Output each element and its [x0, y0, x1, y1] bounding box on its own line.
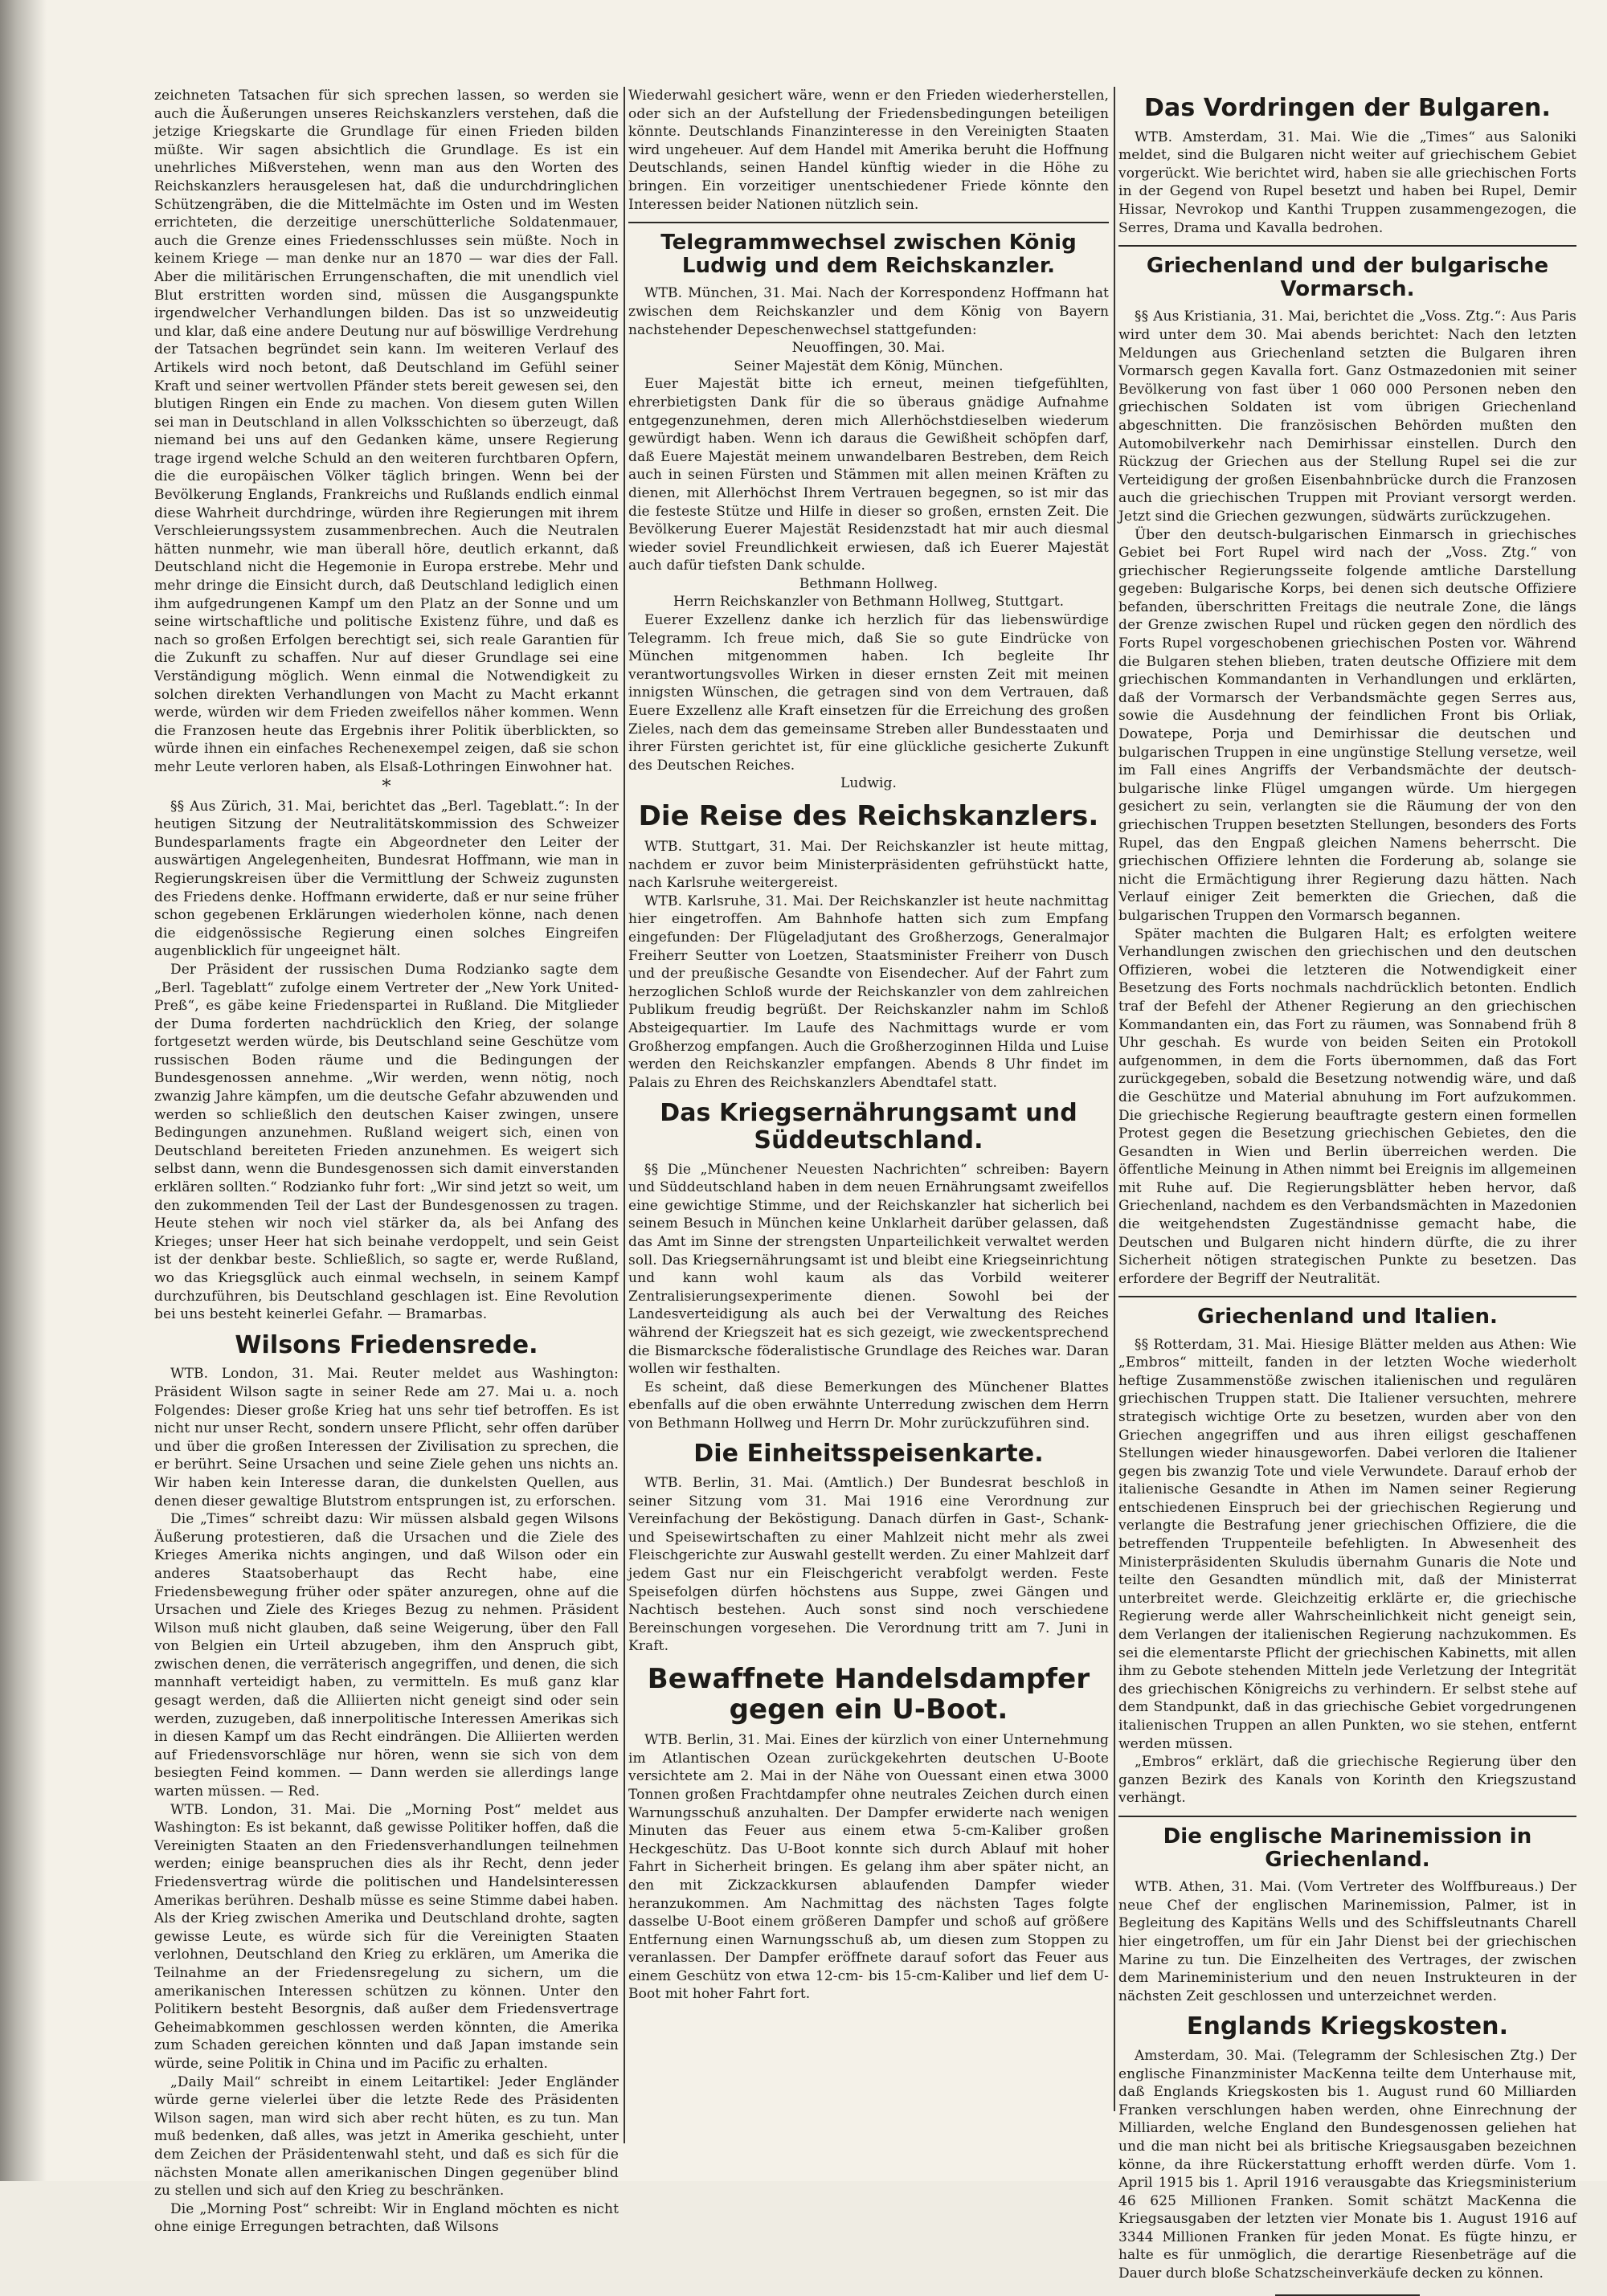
section-star-separator: * — [382, 776, 391, 797]
vormarsch-paragraph-3: Später machten die Bulgaren Halt; es erfolgten weitere Verhandlungen zwischen den griechischen und den deutschen Offizieren, wobei die letzteren die Notwendigkeit einer Besetzung des Forts nochmals nachdrücklich betonten. Endlich traf der Befehl der Athener Regierung an den griechischen Kommandanten ein, das Fort zu räumen, was Sonnabend früh 8 Uhr geschah. Es wurde von beiden Seiten ein Protokoll aufgenommen, in dem die Forts übernommen, daß das Fort zurückgegeben, sobald die Besetzung notwendig wäre, und daß die Geschütze und Material abnuhung im Fort aufzukommen. Die griechische Regierung beauftragte gestern einen formellen Protest gegen die Besetzung griechischen Gebietes, den die Gesandten in Wien und Berlin überreichen werden. Die öffentliche Meinung in Athen nimmt bei Ereignis im allgemeinen mit Ruhe auf. Die Regierungsblätter heben hervor, daß Griechenland, nachdem es den Verbandsmächten in Mazedonien die weitgehendsten Zugeständnisse gemacht habe, die Deutschen und Bulgaren nicht hindern dürfte, die zu ihrer Sicherheit nötigen strategischen Punkte zu besetzen. Das erfordere der Begriff der Neutralität. — [1118, 925, 1576, 1287]
end-rule — [1275, 2294, 1420, 2296]
dampfer-paragraph-1: WTB. Berlin, 31. Mai. Eines der kürzlich von einer Unternehmung im Atlantischen Ozean zurückgekehrten deutschen U-Boote versichtete am 2. Mai in der Nähe von Ouessant einen etwa 3000 Tonnen großen Frachtdampfer ohne neutrales Zeichen durch einen Warnungsschuß anzuhalten. Der Dampfer erwiderte nach wenigen Minuten das Feuer aus einem etwa 5-cm-Kaliber großen Heckgeschütz. Das U-Boot konnte sich durch Ablauf mit hoher Fahrt in Sicherheit bringen. Es gelang ihm aber später nicht, an den mit Zickzackkursen ablaufenden Dampfer wieder heranzukommen. Am Nachmittag des nächsten Tages folgte dasselbe U-Boot einem größeren Dampfer und schoß auf größere Entfernung einen Warnungsschuß ab, um diesen zum Stoppen zu veranlassen. Der Dampfer eröffnete darauf sofort das Feuer aus einem Geschütz von etwa 12-cm- bis 15-cm-Kaliber und lief dem U-Boot mit hoher Fahrt fort. — [628, 1732, 1109, 2003]
italien-paragraph-1: §§ Rotterdam, 31. Mai. Hiesige Blätter melden aus Athen: Wie „Embros“ mitteilt, fanden in der letzten Woche wiederholt heftige Zusammenstöße zwischen italienischen und regulären griechischen Truppen statt. Die Italiener versuchten, mehrere strategisch wichtige Orte zu besetzen, wurden aber von den Griechen angegriffen und aus ihren eiligst geschaffenen Stellungen wieder hinausgeworfen. Dabei verloren die Italiener gegen bis zwanzig Tote und viele Verwundete. Darauf erhob der italienische Gesandte in Athen im Namen seiner Regierung entschiedenen Einspruch bei der griechischen Regierung und verlangte die Bestrafung jener griechischen Offiziere, die die betreffenden Truppenteile befehligten. In Abwesenheit des Ministerpräsidenten Skuludis übernahm Gunaris die Note und teilte den Gesandten mündlich mit, daß der Ministerrat unterbreitet werde. Gleichzeitig erklärte er, die griechische Regierung werde aller Wahrscheinlichkeit nicht geneigt sein, dem Verlangen der italienischen Regierung nachzukommen. Es sei die elementarste Pflicht der griechischen Kabinetts, mit allen ihm zu Gebote stehenden Mitteln jede Verletzung der Integrität des griechischen Königreichs zu verhindern. Er selbst stehe auf dem Standpunkt, daß in das griechische Gebiet vorgedrungenen italienischen Truppen an allen Punkten, wo sie stehen, entfernt werden müssen. — [1118, 1336, 1576, 1752]
speisen-headline: Die Einheitsspeisenkarte. — [693, 1440, 1044, 1469]
telegram-signature-1: Bethmann Hollweg. — [799, 575, 938, 592]
dampfer-headline: Bewaffnete Handelsdampfer gegen ein U-Boot. — [647, 1663, 1090, 1726]
telegram-addressee: Seiner Majestät dem König, München. — [734, 357, 1004, 374]
reise-headline: Die Reise des Reichskanzlers. — [638, 800, 1099, 832]
wilson-paragraph-4: „Daily Mail“ schreibt in einem Leitartikel: Jeder Engländer würde gerne vielerlei über die letzte Rede des Präsidenten Wilson sagen, man wird sich aber recht hüten, es zu tun. Man muß bedenken, daß alles, was jetzt in Amerika geschieht, unter dem Zeichen der Präsidentenwahl steht, und daß es sich für die nächsten Monate allen amerikanischen Dingen gegenüber blind zu stellen und sich auf den Krieg zu beschränken. — [154, 2073, 619, 2200]
italien-headline: Griechenland und Italien. — [1196, 1305, 1499, 1330]
ernaehrung-paragraph-1: §§ Die „Münchener Neuesten Nachrichten“ schreiben: Bayern und Süddeutschland haben in dem neuen Ernährungsamt zweifellos eine gewichtige Stimme, und der Reichskanzler hat sicherlich bei seinem Besuch in München keine Unklarheit darüber gelassen, daß das Amt im Sinne der strengsten Unparteilichkeit verwaltet werden soll. Das Kriegsernährungsamt ist und bleibt eine Kriegseinrichtung und kann wohl kaum als das Vorbild weiterer Zentralisierungsexperimente dienen. Sowohl bei der Landesverteidigung als auch bei der Verwaltung des Reiches während der Kriegszeit hat es sich gezeigt, wie zweckentsprechend die Bismarcksche föderalistische Grundlage des Reiches war. Daran wollen wir festhalten. — [628, 1161, 1109, 1378]
kosten-headline: Englands Kriegskosten. — [1186, 2012, 1509, 2041]
column-right — [1118, 87, 1576, 2282]
section-divider — [1118, 1816, 1576, 1817]
article-continuation: Wiederwahl gesichert wäre, wenn er den Frieden wiederherstellen, oder sich an der Aufstellung der Friedensbedingungen beteiligen könnte. Deutschlands Finanzinteresse in den Vereinigten Staaten wird ungeheuer. Auf dem Handel mit Amerika beruht die Hoffnung Deutschlands, seinen Handel künftig wieder in die Höhe zu bringen. Ein vorzeitiger unentschiedener Friede könnte den Interessen beider Nationen nützlich sein. — [628, 88, 1109, 213]
vormarsch-paragraph-2: Über den deutsch-bulgarischen Einmarsch in griechisches Gebiet bei Fort Rupel wird nach der „Voss. Ztg.“ von griechischer Regierungsseite folgende amtliche Darstellung gegeben: Bulgarische Korps, bei denen sich deutsche Offiziere befanden, überschritten Freitags die neutrale Zone, die längs der Grenze zwischen Rupel und rücken gegen den nördlich des Forts Rupel vorgeschobenen griechischen Posten vor. Während die Bulgaren stehen blieben, traten deutsche Offiziere mit dem griechischen Kommandanten in Verhandlungen und erklärten, daß der Vormarsch der Verbandsmächte gegen Serres aus, sowie die Ausdehnung der feindlichen Front bis Orliak, Dowatepe, Porja und Demirhissar die deutschen und bulgarischen Truppen in eine ungünstige Stellung versetze, weil im Fall eines Angriffs der Verbandsmächte der deutsch-bulgarische linke Flügel umgangen würde. Um hiergegen gesichert zu sein, verlangten sie die Räumung der von den griechischen Truppen besetzten Stellungen, besonders des Forts Rupel, das den Engpaß gleichen Namens beherrscht. Die griechischen Offiziere lehnten die Forderung ab, solange sie nicht die Ermächtigung ihrer Regierung dazu hätten. Nach Verlauf einiger Zeit bemerkten die Griechen, daß die bulgarischen Truppen den Vormarsch begannen. — [1118, 526, 1576, 924]
column-rule-right — [1114, 87, 1115, 2111]
zuerich-report: §§ Aus Zürich, 31. Mai, berichtet das „Berl. Tageblatt.“: In der heutigen Sitzung der Neutralitätskommission des Schweizer Bundesparlaments fragte ein Abgeordneter den Leiter der auswärtigen Angelegenheiten, Bundesrat Hoffmann, wie man in Regierungskreisen über die Vermittlung der Schweiz zugunsten des Friedens denke. Hoffmann erwiderte, daß er nur seine früher schon gegebenen Erklärungen wiederholen könne, nach denen die eidgenössische Regierung einen solches Eingreifen augenblicklich für ungeeignet hält. — [154, 798, 619, 960]
telegram-addressee-2: Herrn Reichskanzler von Bethmann Hollweg, Stuttgart. — [673, 594, 1065, 611]
kosten-paragraph-1: Amsterdam, 30. Mai. (Telegramm der Schlesischen Ztg.) Der englische Finanzminister MacKenna teilte dem Unterhause mit, daß Englands Kriegskosten bis 1. August rund 60 Milliarden Franken verschlungen haben werden, ohne Einrechnung der Milliarden, welche England den Bundesgenossen geliehen hat und die man nicht bei als britische Kriegsausgaben bezeichnen könne, da ihre Rückerstattung erhofft werden dürfe. Vom 1. April 1915 bis 1. April 1916 verausgabte das Kriegsministerium 46 625 Millionen Franken. Somit schätzt MacKenna die Kriegsausgaben der letzten vier Monate bis 1. August 1916 auf 3344 Millionen Franken für jeden Monat. Es fügte hinzu, er halte es für unmöglich, die derartige Riesenbeträge auf die Dauer durch bloße Schatzscheinverkäufe decken zu können. — [1118, 2047, 1576, 2282]
italien-paragraph-2: „Embros“ erklärt, daß die griechische Regierung über den ganzen Bezirk des Kanals von Korinth den Kriegszustand verhängt. — [1118, 1754, 1576, 1807]
column-left — [154, 87, 619, 2236]
ernaehrung-headline: Das Kriegsernährungsamt und Süddeutschland. — [660, 1099, 1077, 1154]
section-divider — [628, 222, 1109, 223]
article-continuation: zeichneten Tatsachen für sich sprechen lassen, so werden sie auch die Äußerungen unseres Reichskanzlers verstehen, daß die jetzige Kriegskarte die Grundlage für einen Frieden bilden müßte. Wir sagen absichtlich die Grundlage. Es ist ein unehrliches Mißverstehen, wenn man aus den Worten des Reichskanzlers herausgelesen hat, daß die undurchdringlichen Schützengräben, die die Mittelmächte im Osten und im Westen errichteten, die derzeitige unerschütterliche Soldatenmauer, auch die Grenze eines Friedensschlusses sein müßte. Noch in keinem Kriege — man denke nur an 1870 — war dies der Fall. Aber die militärischen Errungenschaften, die mit unendlich viel Blut erstritten worden sind, müssen die Ausgangspunkte irgendwelcher Verhandlungen bilden. Das ist so unzweideutig und klar, daß eine andere Deutung nur auf böswillige Verdrehung der Tatsachen begründet sein kann. Im weiteren Verlauf des Artikels wird noch betont, daß Deutschland im Gefühl seiner Kraft und seiner wertvollen Pfänder stets bereit gewesen sei, den blutigen Ringen ein Ende zu machen. Von diesem guten Willen sei man in Deutschland in allen Volksschichten so überzeugt, daß niemand bei uns auf den Gedanken käme, unsere Regierung trage irgend welche Schuld an den weiteren furchtbaren Opfern, die die europäischen Völker täglich bringen. Wenn bei der Bevölkerung Englands, Frankreichs und Rußlands endlich einmal diese Wahrheit durchdringe, würden ihre Regierungen mit ihrem Verschleierungssystem zusammenbrechen. Auch die Neutralen hätten nunmehr, wie man überall höre, deutlich erkannt, daß Deutschland nicht die Hegemonie in Europa erstrebe. Mehr und mehr dringe die Einsicht durch, daß Deutschland lediglich einen ihm aufgedrungenen Kampf um den Platz an der Sonne und um seine wirtschaftliche und politische Existenz führe, und daß es nach so großen Erfolgen berechtigt sei, sich reale Garantien für die Zukunft zu schaffen. Nur auf dieser Grundlage sei eine Verständigung möglich. Wenn einmal die Notwendigkeit zu solchen direkten Verhandlungen von Macht zu Macht erkannt werde, würden wir dem Frieden zweifellos näher kommen. Wenn die Franzosen heute das Ergebnis ihrer Politik überblickten, so würde ihnen ein einfaches Rechenexempel zeigen, daß sie schon mehr Leute verloren haben, als Elsaß-Lothringen Einwohner hat. — [154, 88, 619, 775]
reise-paragraph-2: WTB. Karlsruhe, 31. Mai. Der Reichskanzler ist heute nachmittag hier eingetroffen. Am Bahnhofe hatten sich zum Empfang eingefunden: Der Flügeladjutant des Großherzogs, Generalmajor Freiherr Seutter von Loetzen, Staatsminister Freiherr von Dusch und der preußische Gesandte von Eisendecher. Auf der Fahrt zum herzoglichen Schloß wurde der Reichskanzler von dem zahlreichen Publikum freudig begrüßt. Der Reichskanzler nahm im Schloß Absteigequartier. Im Laufe des Nachmittags wurde er vom Großherzog empfangen. Auch die Großherzoginnen Hilda und Luise werden den Reichskanzler empfangen. Abends 8 Uhr findet im Palais zu Ehren des Reichskanzlers Abendtafel statt. — [628, 893, 1109, 1091]
bulgaren-headline: Das Vordringen der Bulgaren. — [1144, 94, 1551, 122]
duma-report: Der Präsident der russischen Duma Rodzianko sagte dem „Berl. Tageblatt“ zufolge einem Vertreter der „New York United-Preß“, es gäbe keine Friedenspartei in Rußland. Die Mitglieder der Duma forderten nachdrücklich den Krieg, der solange fortgesetzt werden würde, bis Deutschland seine Geschütze vom russischen Boden räume und die Bedingungen der Bundesgenossen annehme. „Wir werden, wenn nötig, noch zwanzig Jahre kämpfen, um die deutsche Gefahr abzuwenden und werden so schließlich den deutschen Kaiser zwingen, unsere Bedingungen anzunehmen. Rußland weigert sich, einen von Deutschland bereiteten Frieden anzunehmen. Es weigert sich selbst dann, wenn die Bundesgenossen sich damit einverstanden erklären sollten.“ Rodzianko fuhr fort: „Wir sind jetzt so weit, um den zukommenden Teil der Last der Bundesgenossen zu tragen. Heute stehen wir noch viel stärker da, als bei Anfang des Krieges; unser Heer hat sich beinahe verdoppelt, und sein Geist ist der denkbar beste. Schließlich, so sagte er, werde Rußland, wo das Kriegsglück auch einmal wechseln, in seinem Kampf durchzuführen, bis Deutschland geschlagen ist. Eine Revolution bei uns besteht keinerlei Gefahr. — Bramarbas. — [154, 961, 619, 1323]
telegram-dateline: Neuoffingen, 30. Mai. — [791, 340, 946, 357]
telegram-paragraph-1: WTB. München, 31. Mai. Nach der Korrespondenz Hoffmann hat zwischen dem Reichskanzler und dem König von Bayern nachstehender Depeschenwechsel stattgefunden: — [628, 285, 1109, 338]
telegram-signature-2: Ludwig. — [840, 775, 898, 792]
wilson-paragraph-3: WTB. London, 31. Mai. Die „Morning Post“ meldet aus Washington: Es ist bekannt, daß gewisse Politiker hoffen, daß die Vereinigten Staaten an den Friedensverhandlungen teilnehmen werden; einige beanspruchen dies als ihr Recht, denn jeder Friedensvertrag würde die politischen und Handelsinteressen Amerikas berühren. Deshalb müsse es seine Stimme dabei haben. Als der Krieg zwischen Amerika und Deutschland drohte, sagten gewisse Leute, es würde sich für die Vereinigten Staaten verlohnen, Deutschland den Krieg zu erklären, um Amerika die Teilnahme an der Friedensregelung zu sichern, um die amerikanischen Interessen schützen zu können. Unter den Politikern besteht Besorgnis, daß außer dem Friedensvertrage Geheimabkommen geschlossen werden könnten, die Amerika zum Schaden gereichen könnten und daß Japan imstande sein würde, seine Politik in China und im Pacific zu erhalten. — [154, 1801, 619, 2072]
section-divider — [1118, 245, 1576, 247]
column-middle — [628, 87, 1109, 2095]
vormarsch-paragraph-1: §§ Aus Kristiania, 31. Mai, berichtet die „Voss. Ztg.“: Aus Paris wird unter dem 30. Mai abends berichtet: Nach den letzten Meldungen aus Griechenland setzten die Bulgaren ihren Vormarsch gegen Kavalla fort. Ganz Ostmazedonien mit seiner Bevölkerung von fast über 1 060 000 Personen neben den griechischen Soldaten ist vom übrigen Griechenland abgeschnitten. Die französischen Behörden mußten den Automobilverkehr nach Demirhissar einstellen. Durch den Rückzug der Griechen aus der Stellung Rupel sei die zur Verteidigung der großen Eisenbahnbrücke durch die Franzosen auch die griechischen Truppen mit Proviant versorgt werden. Jetzt sind die Griechen gezwungen, südwärts zurückzugehen. — [1118, 308, 1576, 525]
wilson-paragraph-1: WTB. London, 31. Mai. Reuter meldet aus Washington: Präsident Wilson sagte in seiner Rede am 27. Mai u. a. noch Folgendes: Dieser große Krieg hat uns sehr tief betroffen. Es ist nicht nur unser Recht, sondern unsere Pflicht, sehr offen darüber und über die großen Interessen der Zivilisation zu sprechen, die er berührt. Seine Ursachen und seine Ziele gehen uns nichts an. Wir haben kein Interesse daran, die dunkelsten Quellen, aus denen dieser gewaltige Blutstrom entsprungen ist, zu erforschen. — [154, 1366, 619, 1510]
reise-paragraph-1: WTB. Stuttgart, 31. Mai. Der Reichskanzler ist heute mittag, nachdem er zuvor beim Ministerpräsidenten gefrühstückt hatte, nach Karlsruhe weitergereist. — [628, 839, 1109, 892]
ernaehrung-paragraph-2: Es scheint, daß diese Bemerkungen des Münchener Blattes ebenfalls auf die oben erwähnte Unterredung zwischen dem Herrn von Bethmann Hollweg und Herrn Dr. Mohr zurückzuführen sind. — [628, 1379, 1109, 1432]
marine-paragraph-1: WTB. Athen, 31. Mai. (Vom Vertreter des Wolffbureaus.) Der neue Chef der englischen Marinemission, Palmer, ist in Begleitung des Kapitäns Wells und des Schiffsleutnants Charell hier eingetroffen, um für ein Jahr Dienst bei der griechischen Marine zu tun. Die Einzelheiten des Vertrages, der zwischen dem Marineministerium und den neuen Instrukteuren in der nächsten Zeit geschlossen und unterzeichnet werden. — [1118, 1879, 1576, 2004]
book-binding-edge — [0, 0, 47, 2181]
bulgaren-paragraph-1: WTB. Amsterdam, 31. Mai. Wie die „Times“ aus Saloniki meldet, sind die Bulgaren nicht weiter auf griechischem Gebiet vorgerückt. Wie berichtet wird, haben sie alle griechischen Forts in der Gegend von Rupel besetzt und haben bei Rupel, Demir Hissar, Nevrokop und Kanthi Truppen zusammengezogen, die Serres, Drama und Kavalla bedrohen. — [1118, 129, 1576, 236]
column-rule-left — [624, 87, 625, 2143]
wilson-headline: Wilsons Friedensrede. — [235, 1330, 538, 1359]
section-divider — [1118, 1296, 1576, 1297]
telegram-paragraph-3: Euerer Exzellenz danke ich herzlich für das liebenswürdige Telegramm. Ich freue mich, daß Sie so gute Eindrücke von München mitgenommen haben. Ich begleite Ihr verantwortungsvolles Wirken in dieser ernsten Zeit mit meinen innigsten Wünschen, die getragen sind von dem Vertrauen, daß Euere Exzellenz alle Kraft einsetzen für die Erreichung des großen Zieles, nach dem das gemeinsame Streben aller Bundesstaaten und ihrer Fürsten gerichtet ist, für eine glückliche gesicherte Zukunft des Deutschen Reiches. — [628, 612, 1109, 774]
marine-headline: Die englische Marinemission in Griechenland. — [1163, 1824, 1532, 1873]
telegram-paragraph-2: Euer Majestät bitte ich erneut, meinen tiefgefühlten, ehrerbietigsten Dank für die so überaus gnädige Aufnahme entgegenzunehmen, deren mich Allerhöchstdieselben wiederum gewürdigt haben. Wenn ich daraus die Gewißheit schöpfen darf, daß Euere Majestät meinem unwandelbaren Bestreben, dem Reich auch in seinen Fürsten und Stämmen mit allen meinen Kräften zu dienen, mit Allerhöchst Ihrem Vertrauen begegnen, so ist mir das die festeste Stütze und Hilfe in dieser so großen, ernsten Zeit. Die Bevölkerung Euerer Majestät Residenzstadt hat mir auch diesmal wieder soviel Freundlichkeit erwiesen, daß ich Euerer Majestät auch dafür tiefsten Dank schulde. — [628, 376, 1109, 574]
wilson-paragraph-5: Die „Morning Post“ schreibt: Wir in England möchten es nicht ohne einige Erregungen betrachten, daß Wilsons — [154, 2200, 619, 2236]
vormarsch-headline: Griechenland und der bulgarische Vormarsch. — [1146, 254, 1549, 302]
telegram-headline: Telegrammwechsel zwischen König Ludwig und dem Reichskanzler. — [660, 231, 1077, 279]
wilson-paragraph-2: Die „Times“ schreibt dazu: Wir müssen alsbald gegen Wilsons Äußerung protestieren, daß die Ursachen und die Ziele des Krieges Amerika nichts angingen, und daß Wilson oder ein anderes Staatsoberhaupt das Recht habe, eine Friedensbewegung früher oder später anzuregen, ohne auf die Ursachen und Ziele des Krieges Bezug zu nehmen. Präsident Wilson muß nicht glauben, daß seine Weigerung, über den Fall von Belgien ein Urteil abzugeben, ihm den Anspruch gibt, zwischen denen, die verräterisch angegriffen, und denen, die sich mannhaft verteidigt haben, zu vermitteln. Es muß ganz klar gesagt werden, daß die Alliierten nicht geneigt sind oder sein werden, zuzugeben, daß innerpolitische Interessen Amerikas sich in diesen Kampf um das Recht eindrängen. Die Alliierten werden auf Friedensvorschläge nur hören, wenn sie sich von dem besiegten Feind kommen. — Dann werden sie allerdings lange warten müssen. — Red. — [154, 1511, 619, 1800]
speisen-paragraph-1: WTB. Berlin, 31. Mai. (Amtlich.) Der Bundesrat beschloß in seiner Sitzung vom 31. Mai 1916 eine Verordnung zur Vereinfachung der Beköstigung. Danach dürfen in Gast-, Schank- und Speisewirtschaften zu einer Mahlzeit nicht mehr als zwei Fleischgerichte zur Auswahl gestellt werden. Zu einer Mahlzeit darf jedem Gast nur ein Fleischgericht verabfolgt werden. Feste Speisefolgen dürfen höchstens aus Suppe, zwei Gängen und Nachtisch bestehen. Auch sonst sind noch verschiedene Bereinschungen vorgesehen. Die Verordnung tritt am 7. Juni in Kraft. — [628, 1475, 1109, 1655]
